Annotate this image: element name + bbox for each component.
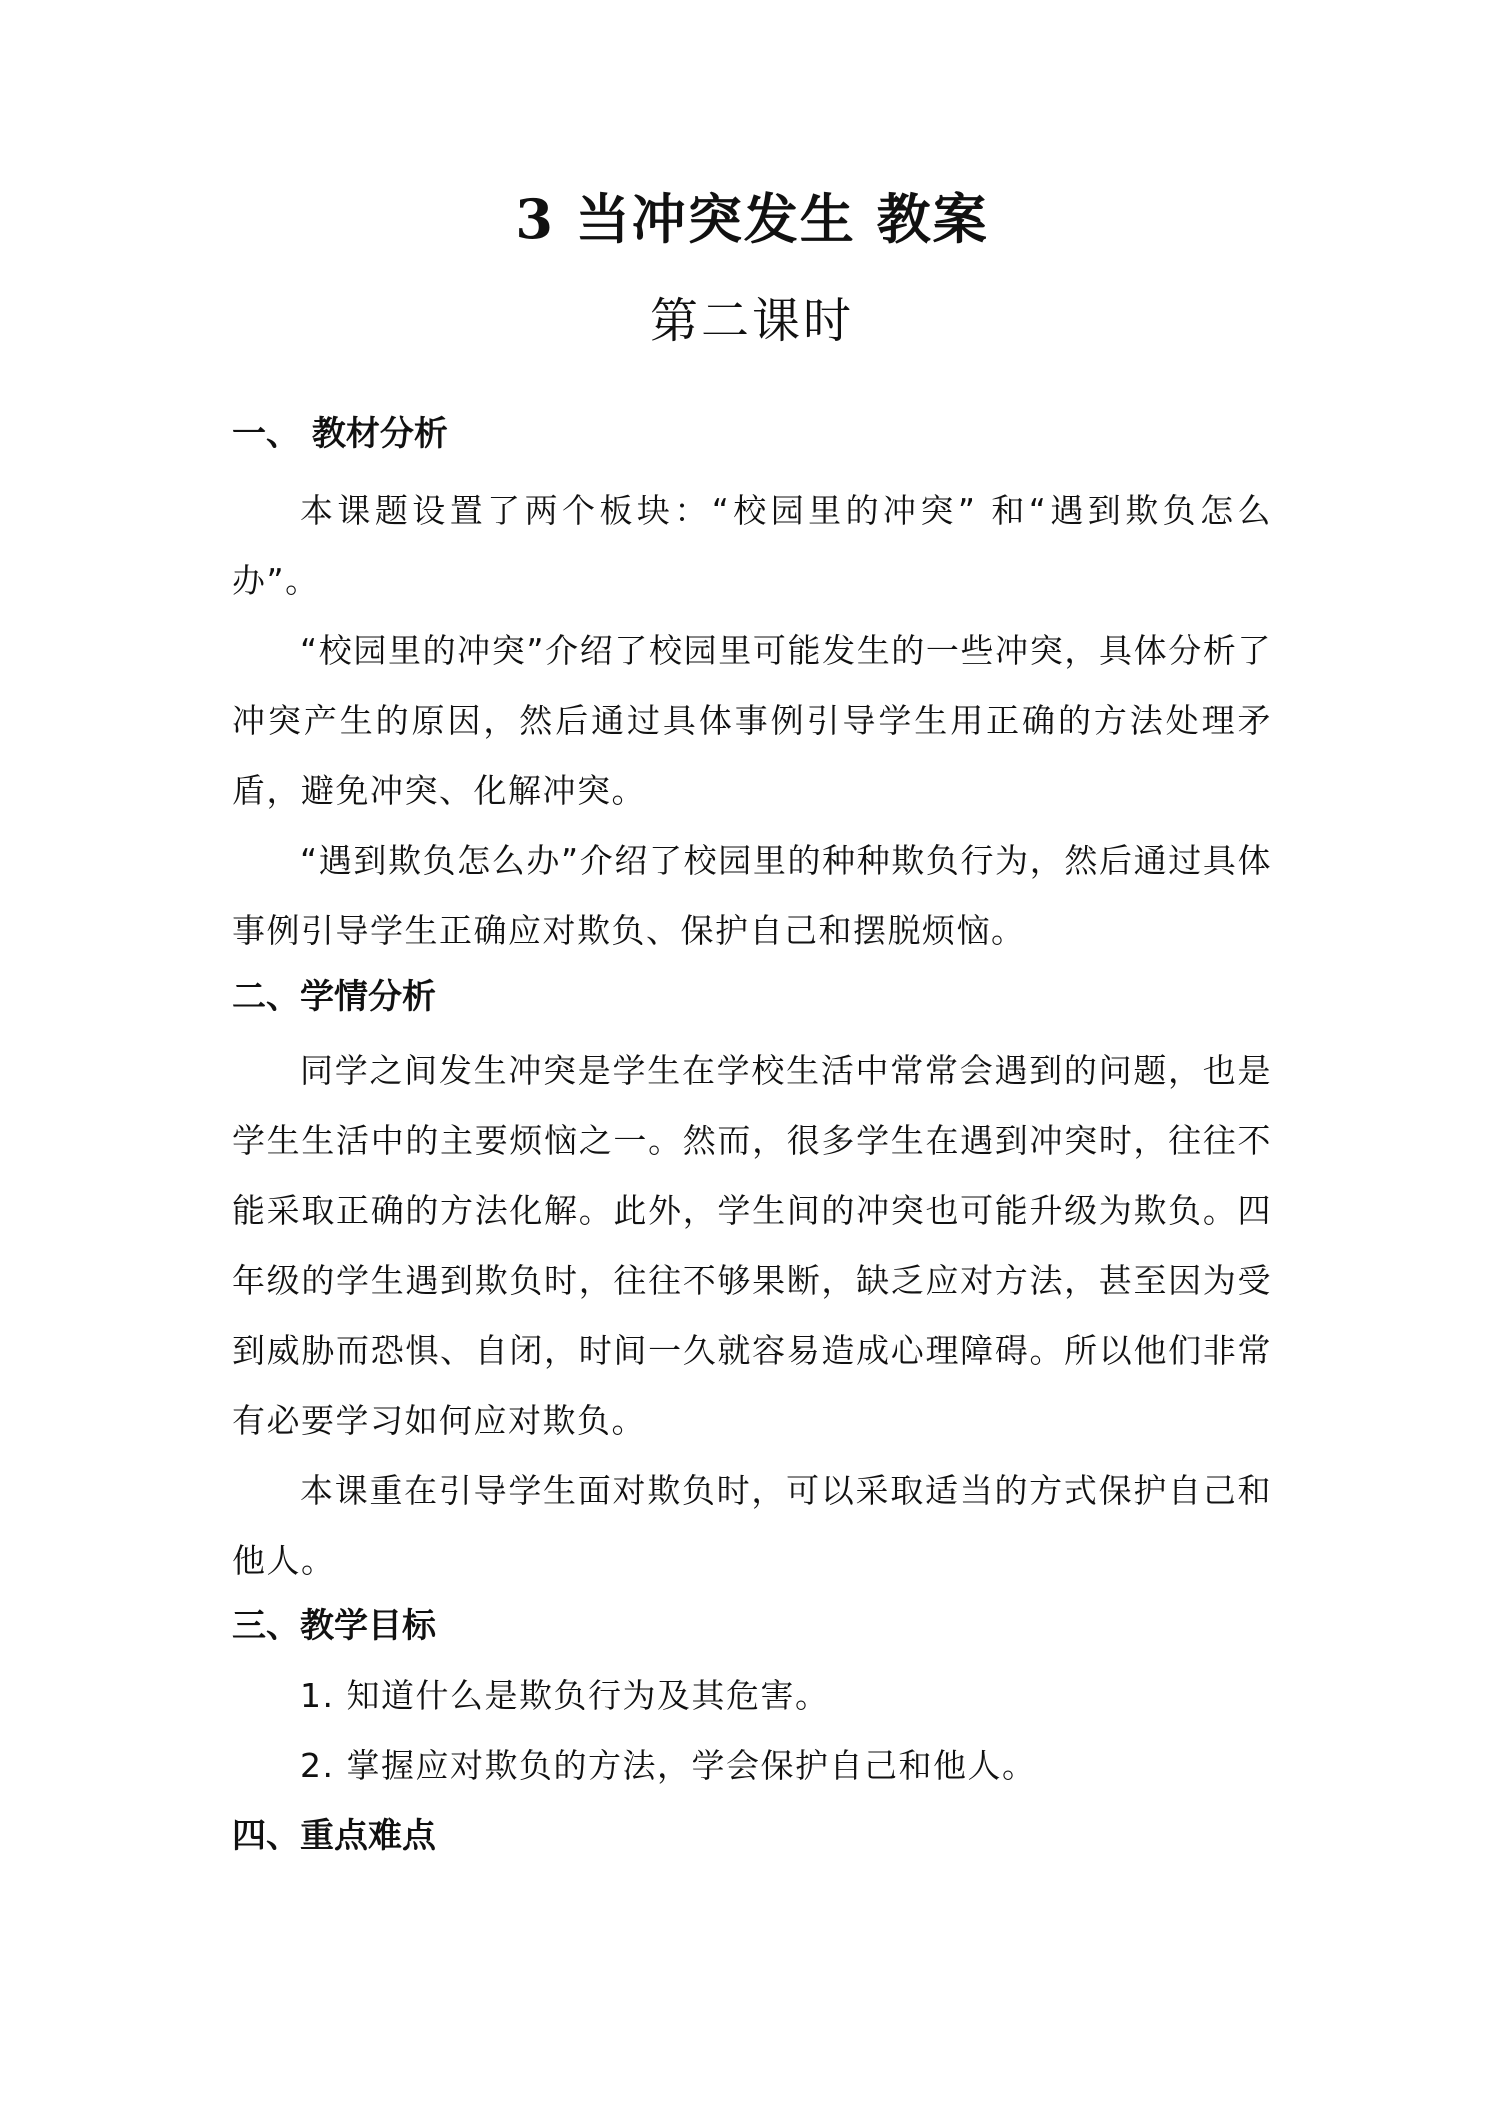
section-heading-2: 二、学情分析 — [232, 977, 436, 1017]
document-title: 3 当冲突发生 教案 — [515, 187, 989, 251]
section-2-paragraph-2: 本课重在引导学生面对欺负时，可以采取适当的方式保护自己和他人。 — [232, 1471, 1272, 1580]
document-subtitle: 第二课时 — [649, 293, 854, 349]
section-1-paragraph-3: “遇到欺负怎么办”介绍了校园里的种种欺负行为，然后通过具体事例引导学生正确应对欺负、保护自己和摆脱烦恼。 — [232, 841, 1272, 950]
objective-item-1: 1. 知道什么是欺负行为及其危害。 — [300, 1676, 830, 1715]
section-heading-3: 三、教学目标 — [232, 1606, 436, 1646]
section-1-paragraph-2: “校园里的冲突”介绍了校园里可能发生的一些冲突，具体分析了冲突产生的原因，然后通过具体事例引导学生用正确的方法处理矛盾，避免冲突、化解冲突。 — [232, 631, 1272, 810]
section-heading-4: 四、重点难点 — [232, 1816, 436, 1856]
section-heading-1: 一、 教材分析 — [232, 414, 448, 454]
document-page — [232, 0, 1272, 2104]
section-1-paragraph-1: 本课题设置了两个板块：“校园里的冲突” 和“遇到欺负怎么办”。 — [232, 491, 1272, 600]
section-2-paragraph-1: 同学之间发生冲突是学生在学校生活中常常会遇到的问题，也是学生生活中的主要烦恼之一。然而，很多学生在遇到冲突时，往往不能采取正确的方法化解。此外，学生间的冲突也可能升级为欺负。四年级的学生遇到欺负时，往往不够果断，缺乏应对方法，甚至因为受到威胁而恐惧、自闭，时间一久就容易造成心理障碍。所以他们非常有必要学习如何应对欺负。 — [232, 1051, 1272, 1440]
objective-item-2: 2. 掌握应对欺负的方法，学会保护自己和他人。 — [300, 1746, 1037, 1785]
